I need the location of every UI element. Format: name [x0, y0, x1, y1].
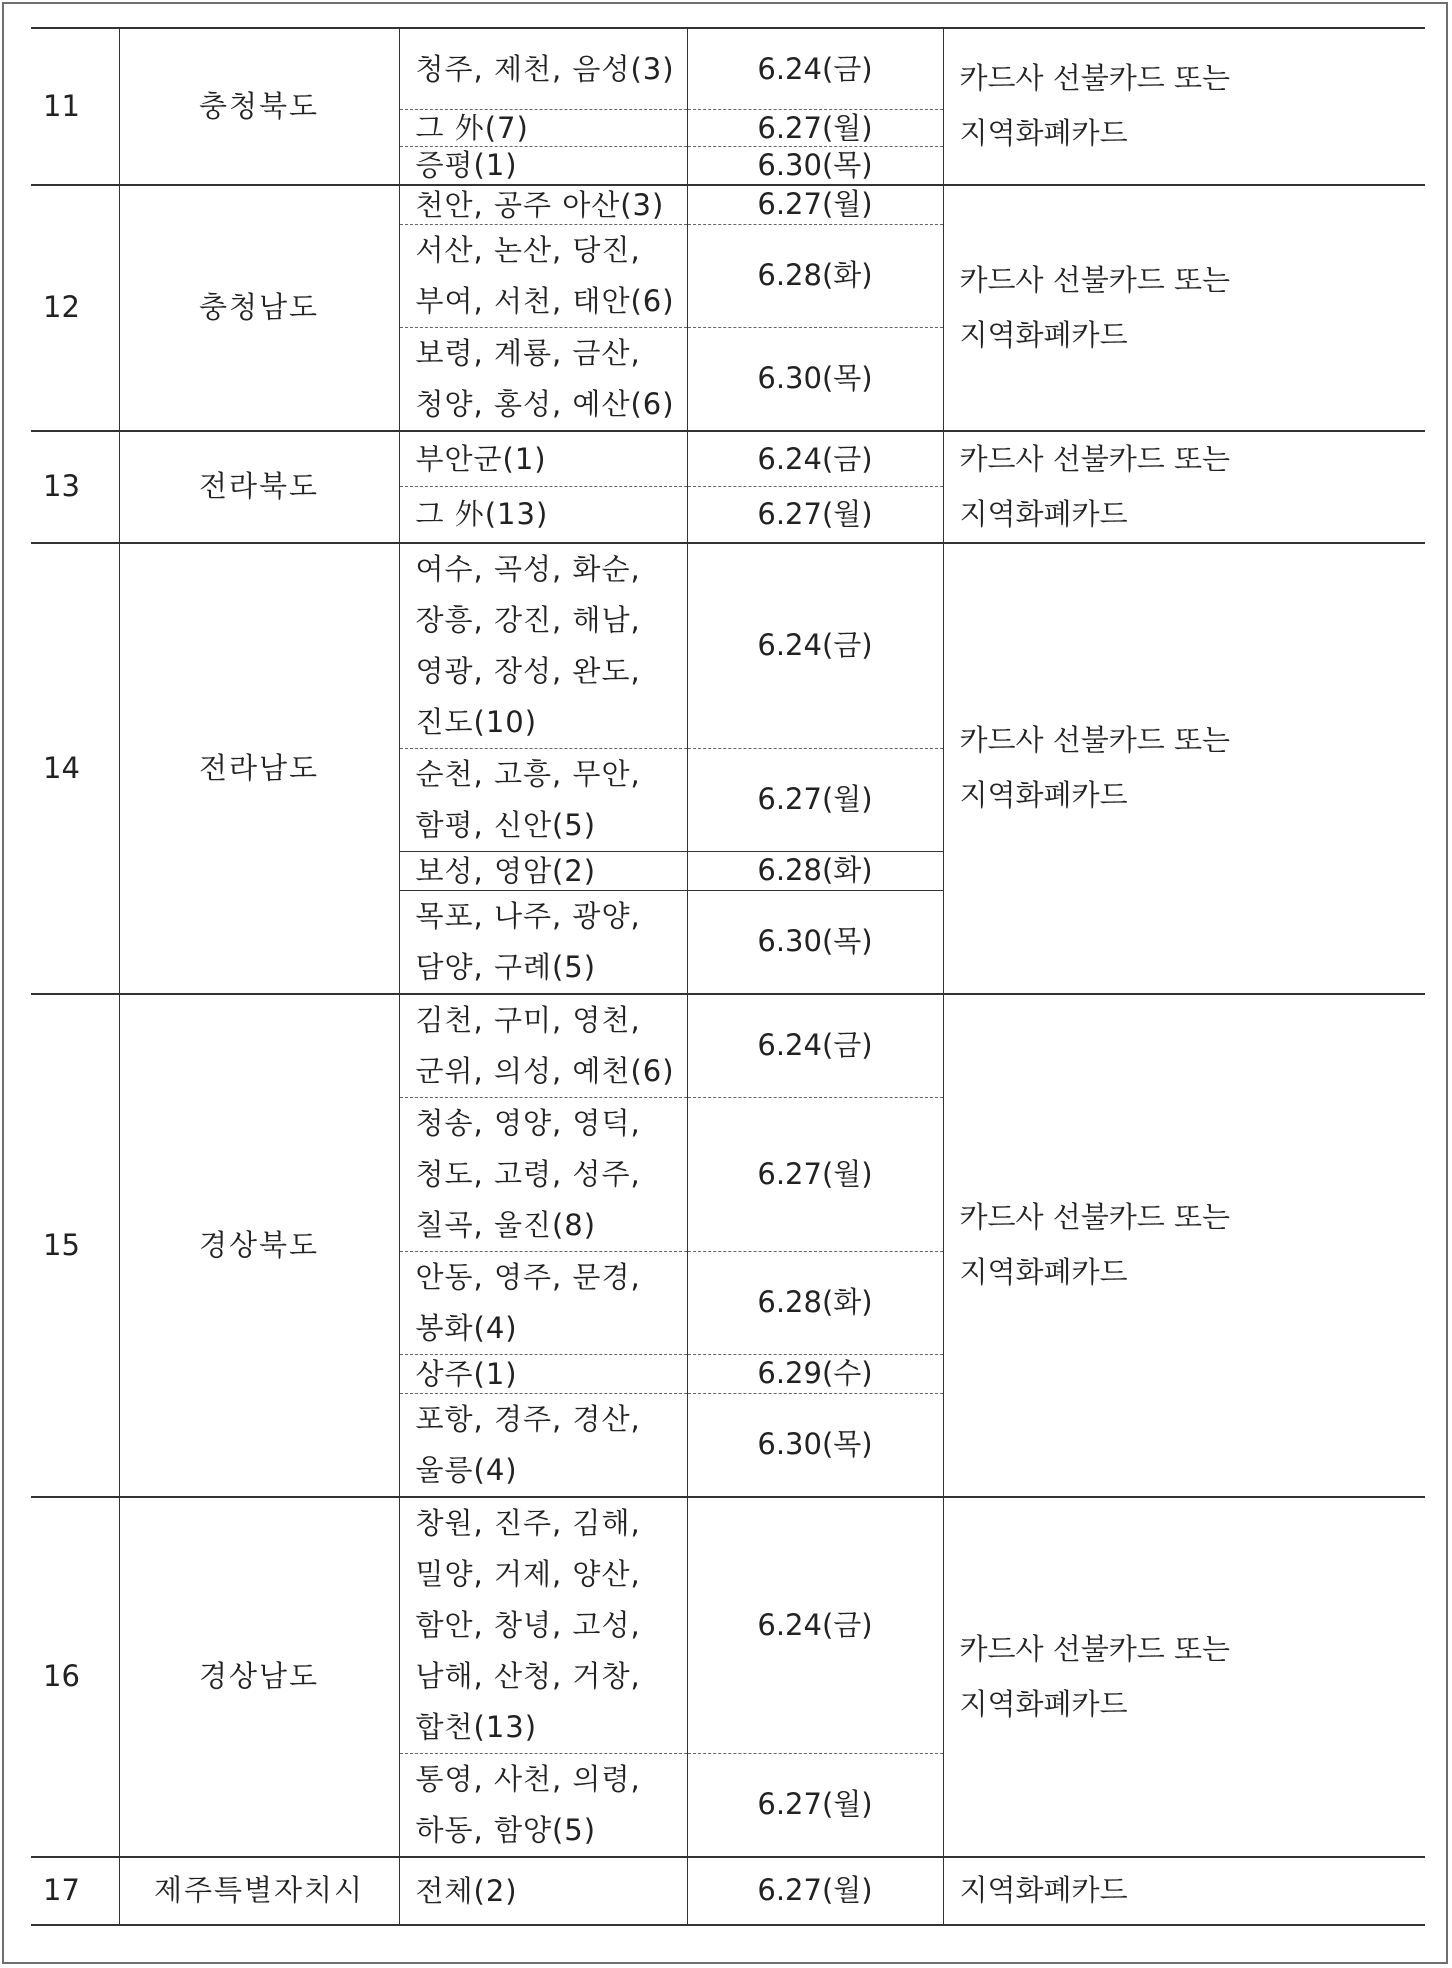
area-line: 봉화(4) — [415, 1310, 518, 1345]
payment-method — [943, 185, 1425, 431]
payment-method — [943, 543, 1425, 994]
area-line: 여수, 곡성, 화순, — [415, 551, 641, 586]
distribution-date: 6.27(월) — [687, 185, 943, 225]
distribution-date: 6.28(화) — [687, 851, 943, 890]
distribution-date: 6.27(월) — [687, 1857, 943, 1925]
table-row — [31, 1857, 1425, 1925]
area-cell — [399, 994, 687, 1098]
area-line: 울릉(4) — [415, 1452, 518, 1487]
area-cell — [399, 1354, 687, 1393]
province-name: 경상북도 — [119, 994, 399, 1497]
area-line: 창원, 진주, 김해, — [415, 1505, 641, 1540]
distribution-date: 6.29(수) — [687, 1354, 943, 1393]
payment-method — [943, 1857, 1425, 1925]
area-cell — [399, 224, 687, 327]
area-cell — [399, 1097, 687, 1251]
area-line: 함평, 신안(5) — [415, 807, 597, 842]
payment-method — [943, 431, 1425, 543]
region-number: 16 — [31, 1497, 119, 1857]
area-line: 천안, 공주 아산(3) — [415, 187, 665, 222]
payment-line: 지역화폐카드 — [959, 1255, 1128, 1289]
area-line: 장흥, 강진, 해남, — [415, 602, 641, 637]
distribution-date: 6.24(금) — [687, 543, 943, 749]
area-line: 순천, 고흥, 무안, — [415, 756, 641, 791]
area-line: 남해, 산청, 거창, — [415, 1658, 641, 1693]
area-line: 합천(13) — [415, 1709, 538, 1744]
region-number: 13 — [31, 431, 119, 543]
region-number: 12 — [31, 185, 119, 431]
area-cell — [399, 147, 687, 185]
payment-line: 카드사 선불카드 또는 — [959, 441, 1231, 476]
area-line: 김천, 구미, 영천, — [415, 1002, 641, 1037]
province-name: 전라북도 — [119, 431, 399, 543]
page-frame — [2, 2, 1448, 1964]
province-name: 제주특별자치시 — [119, 1857, 399, 1925]
area-line: 목포, 나주, 광양, — [415, 898, 641, 933]
area-cell — [399, 110, 687, 147]
area-cell — [399, 185, 687, 225]
area-line: 진도(10) — [415, 704, 538, 739]
distribution-date: 6.30(목) — [687, 1393, 943, 1497]
distribution-date: 6.27(월) — [687, 748, 943, 851]
area-cell — [399, 1251, 687, 1354]
province-name: 경상남도 — [119, 1497, 399, 1857]
area-line: 그 外(13) — [415, 497, 549, 532]
area-line: 전체(2) — [415, 1873, 518, 1908]
table-row — [31, 28, 1425, 110]
region-number: 15 — [31, 994, 119, 1497]
area-line: 통영, 사천, 의령, — [415, 1761, 641, 1796]
province-name: 충청북도 — [119, 28, 399, 185]
area-cell — [399, 851, 687, 890]
payment-line: 지역화폐카드 — [959, 1873, 1128, 1907]
area-cell — [399, 1393, 687, 1497]
distribution-date: 6.28(화) — [687, 1251, 943, 1354]
area-line: 부안군(1) — [415, 441, 547, 476]
payment-line: 카드사 선불카드 또는 — [959, 1631, 1231, 1666]
area-line: 보령, 계룡, 금산, — [415, 335, 641, 370]
payment-line: 지역화폐카드 — [959, 778, 1128, 812]
area-line: 상주(1) — [415, 1356, 518, 1391]
distribution-date: 6.27(월) — [687, 1753, 943, 1857]
distribution-date: 6.30(목) — [687, 890, 943, 994]
area-cell — [399, 487, 687, 543]
schedule-table-body — [31, 28, 1425, 1925]
area-cell — [399, 748, 687, 851]
region-number: 11 — [31, 28, 119, 185]
distribution-date: 6.24(금) — [687, 431, 943, 487]
area-line: 포항, 경주, 경산, — [415, 1401, 641, 1436]
payment-line: 지역화폐카드 — [959, 116, 1128, 151]
payment-method — [943, 28, 1425, 185]
area-line: 청양, 홍성, 예산(6) — [415, 386, 675, 421]
province-name: 전라남도 — [119, 543, 399, 994]
province-name: 충청남도 — [119, 185, 399, 431]
area-line: 청주, 제천, 음성(3) — [415, 52, 675, 86]
area-cell — [399, 1753, 687, 1857]
area-line: 담양, 구례(5) — [415, 949, 597, 984]
area-cell — [399, 327, 687, 431]
area-line: 증평(1) — [415, 148, 518, 183]
payment-line: 카드사 선불카드 또는 — [959, 723, 1231, 757]
area-cell — [399, 543, 687, 749]
payment-line: 지역화폐카드 — [959, 1686, 1128, 1721]
table-row — [31, 543, 1425, 749]
payment-line: 카드사 선불카드 또는 — [959, 262, 1231, 297]
area-line: 하동, 함양(5) — [415, 1812, 597, 1847]
area-line: 청송, 영양, 영덕, — [415, 1105, 641, 1140]
region-number: 17 — [31, 1857, 119, 1925]
area-line: 청도, 고령, 성주, — [415, 1156, 641, 1191]
area-line: 함안, 창녕, 고성, — [415, 1607, 641, 1642]
table-row — [31, 994, 1425, 1098]
table-row — [31, 1497, 1425, 1754]
distribution-date: 6.24(금) — [687, 994, 943, 1098]
area-cell — [399, 431, 687, 487]
area-line: 서산, 논산, 당진, — [415, 232, 641, 267]
area-line: 영광, 장성, 완도, — [415, 653, 641, 688]
distribution-date: 6.27(월) — [687, 487, 943, 543]
area-cell — [399, 890, 687, 994]
area-line: 군위, 의성, 예천(6) — [415, 1053, 675, 1088]
payment-line: 카드사 선불카드 또는 — [959, 1200, 1231, 1234]
payment-method — [943, 994, 1425, 1497]
payment-line: 지역화폐카드 — [959, 317, 1128, 352]
area-line: 안동, 영주, 문경, — [415, 1259, 641, 1294]
distribution-date: 6.27(월) — [687, 110, 943, 147]
distribution-date: 6.30(목) — [687, 147, 943, 185]
payment-method — [943, 1497, 1425, 1857]
area-line: 보성, 영암(2) — [415, 853, 597, 888]
area-cell — [399, 28, 687, 110]
area-line: 부여, 서천, 태안(6) — [415, 283, 675, 318]
distribution-date: 6.30(목) — [687, 327, 943, 431]
distribution-date: 6.27(월) — [687, 1097, 943, 1251]
schedule-table — [31, 27, 1425, 1926]
region-number: 14 — [31, 543, 119, 994]
area-line: 칠곡, 울진(8) — [415, 1207, 597, 1242]
area-line: 그 外(7) — [415, 111, 529, 146]
area-cell — [399, 1857, 687, 1925]
distribution-date: 6.24(금) — [687, 28, 943, 110]
table-row — [31, 431, 1425, 487]
area-line: 밀양, 거제, 양산, — [415, 1556, 641, 1591]
payment-line: 카드사 선불카드 또는 — [959, 61, 1231, 96]
distribution-date: 6.28(화) — [687, 224, 943, 327]
area-cell — [399, 1497, 687, 1754]
distribution-date: 6.24(금) — [687, 1497, 943, 1754]
payment-line: 지역화폐카드 — [959, 496, 1128, 531]
table-row — [31, 185, 1425, 225]
